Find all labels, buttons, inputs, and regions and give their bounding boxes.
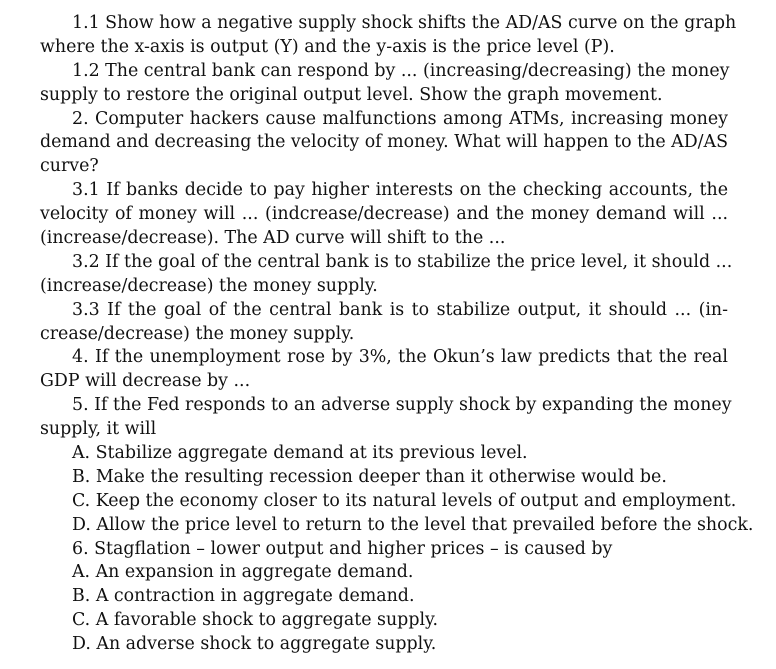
option-a: A. Stabilize aggregate demand at its previous level.: [72, 443, 528, 464]
option-b: B. A contraction in aggregate demand.: [72, 586, 415, 607]
text-line: 3.1 If banks decide to pay higher interests on the checking accounts, the: [72, 180, 728, 201]
text-line: 2. Computer hackers cause malfunctions among ATMs, increasing money: [72, 108, 728, 129]
text-line: demand and decreasing the velocity of money. What will happen to the AD/AS: [40, 132, 728, 153]
option-c: C. A favorable shock to aggregate supply.: [72, 610, 439, 631]
text-line: curve?: [40, 156, 99, 177]
text-line: velocity of money will ... (indcrease/decrease) and the money demand will ...: [40, 204, 728, 225]
text-line: 5. If the Fed responds to an adverse supply shock by expanding the money: [72, 395, 732, 416]
option-b: B. Make the resulting recession deeper than it otherwise would be.: [72, 466, 667, 487]
question-1-1: [40, 12, 737, 60]
option-c: C. Keep the economy closer to its natural levels of output and employment.: [72, 490, 737, 511]
question-2: [40, 108, 728, 180]
option-a: A. An expansion in aggregate demand.: [72, 562, 414, 583]
text-line: 1.2 The central bank can respond by ... (increasing/decreasing) the money: [72, 60, 730, 81]
option-d: D. Allow the price level to return to the level that prevailed before the shock.: [72, 514, 754, 535]
text-line: (increase/decrease) the money supply.: [40, 275, 378, 296]
text-line: 3.2 If the goal of the central bank is to stabilize the price level, it should ...: [72, 251, 733, 272]
text-line: 1.1 Show how a negative supply shock shifts the AD/AS curve on the graph: [72, 13, 737, 33]
text-line: supply to restore the original output level. Show the graph movement.: [40, 84, 663, 105]
question-5: [40, 394, 732, 442]
text-line: crease/decrease) the money supply.: [40, 323, 355, 344]
question-6: 6. Stagflation – lower output and higher prices – is caused by: [72, 538, 613, 559]
document-page: [40, 12, 754, 657]
question-3-2: [40, 251, 733, 299]
text-line: 4. If the unemployment rose by 3%, the Okun’s law predicts that the real: [72, 347, 728, 368]
question-1-2: [40, 60, 728, 108]
answer-options: [40, 442, 754, 657]
text-line: 3.3 If the goal of the central bank is to stabilize output, it should ... (in-: [72, 299, 728, 320]
text-line: (increase/decrease). The AD curve will shift to the ...: [40, 228, 506, 249]
text-line: supply, it will: [40, 419, 157, 440]
question-4: [40, 346, 728, 394]
question-3-1: [40, 179, 728, 251]
question-3-3: [40, 299, 728, 347]
option-d: D. An adverse shock to aggregate supply.: [72, 634, 437, 655]
text-line: where the x-axis is output (Y) and the y-axis is the price level (P).: [40, 36, 615, 57]
text-line: GDP will decrease by ...: [40, 371, 251, 392]
